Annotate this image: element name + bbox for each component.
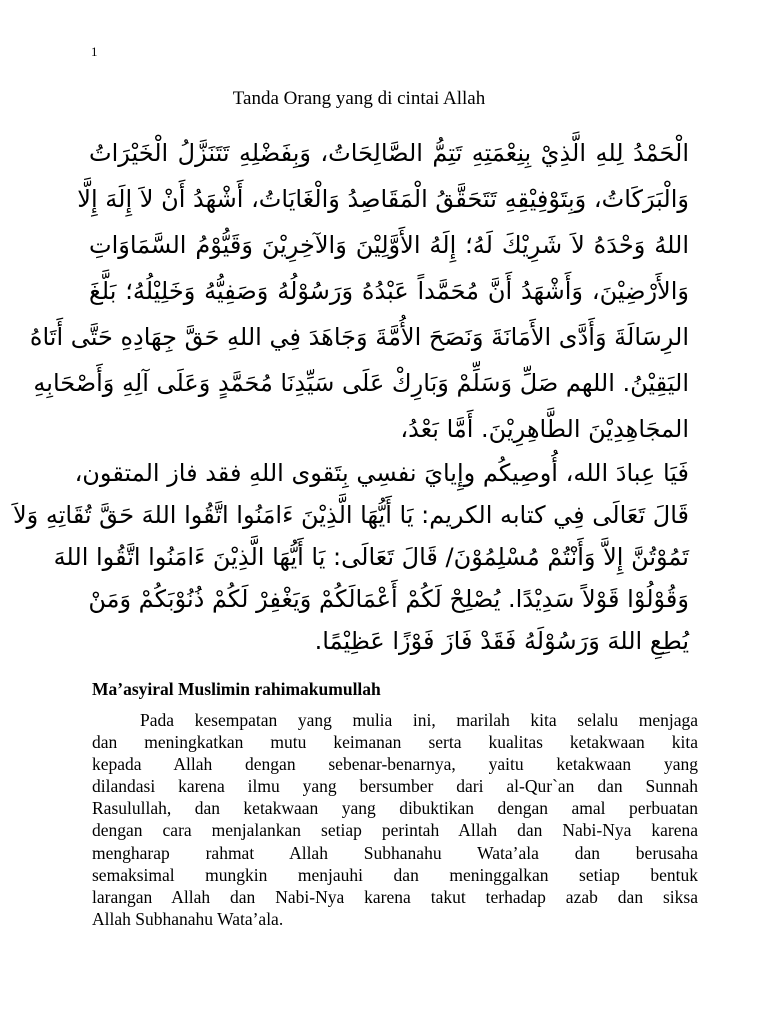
document-title: Tanda Orang yang di cintai Allah: [232, 88, 486, 109]
paragraph-line: Allah Subhanahu Wata’ala.: [92, 908, 284, 929]
paragraph-line: dan meningkatkan mutu keimanan serta kualitas ketakwaan kita: [92, 732, 698, 753]
section-heading: Ma’asyiral Muslimin rahimakumullah: [92, 679, 381, 699]
arabic-wasiat-line: فَيَا عِبادَ الله، أُوصِيكُم وإِيايَ نفسِي بِتَقوى اللهِ فقد فاز المتقون،: [74, 459, 689, 487]
arabic-wasiat-line: قَالَ تَعَالَى فِي كتابه الكريم: يَا أَيُّهَا الَّذِيْنَ ءَامَنُوا اتَّقُوا اللهَ حَقَّ تُقَاتِهِ وَلاَ: [12, 501, 689, 529]
body-paragraph: [92, 709, 698, 930]
paragraph-line: Pada kesempatan yang mulia ini, marilah kita selalu menjaga: [140, 710, 698, 730]
paragraph-line: dilandasi karena ilmu yang bersumber dari al-Qur`an dan Sunnah: [92, 776, 698, 797]
paragraph-line: mengharap rahmat Allah Subhanahu Wata’ala dan berusaha: [92, 842, 698, 863]
arabic-opening-block: [29, 130, 689, 452]
arabic-opening-line: اللهُ وَحْدَهُ لاَ شَرِيْكَ لَهُ؛ إِلَهُ الأَوَّلِيْنَ وَالآخِرِيْنَ وَقَيُّوْمُ السَّمَاوَاتِ: [89, 231, 689, 259]
paragraph-line: dengan cara menjalankan setiap perintah Allah dan Nabi-Nya karena: [92, 820, 698, 841]
arabic-opening-line: المجَاهِدِيْنَ الطَّاهِرِيْنَ. أَمَّا بَعْدُ،: [400, 415, 689, 443]
paragraph-line: kepada Allah dengan sebenar-benarnya, yaitu ketakwaan yang: [92, 754, 698, 775]
page-number: 1: [91, 44, 98, 59]
arabic-wasiat-block: [12, 452, 689, 662]
arabic-opening-line: الْحَمْدُ لِلهِ الَّذِيْ بِنِعْمَتِهِ تَتِمُّ الصَّالِحَاتُ، وَبِفَضْلِهِ تَتَنَزَّلُ الْخَيْرَاتُ: [89, 139, 689, 167]
arabic-opening-line: اليَقِيْنُ. اللهم صَلِّ وَسَلِّمْ وَبَارِكْ عَلَى سَيِّدِنَا مُحَمَّدٍ وَعَلَى آلِهِ وَأَصْحَابِهِ: [33, 369, 689, 397]
paragraph-line: larangan Allah dan Nabi-Nya karena takut terhadap azab dan siksa: [92, 886, 698, 907]
arabic-wasiat-line: يُطِعِ اللهَ وَرَسُوْلَهُ فَقَدْ فَازَ فَوْزًا عَظِيْمًا.: [314, 627, 689, 655]
arabic-wasiat-line: تَمُوْتُنَّ إِلاَّ وَأَنْتُمْ مُسْلِمُوْنَ/ قَالَ تَعَالَى: يَا أَيُّهَا الَّذِيْنَ ءَامَنُوا اتَّقُوا اللهَ: [53, 543, 689, 571]
paragraph-line: Rasulullah, dan ketakwaan yang dibuktikan dengan amal perbuatan: [92, 798, 698, 819]
arabic-opening-line: وَالأَرْضِيْنَ، وَأَشْهَدُ أَنَّ مُحَمَّداً عَبْدُهُ وَرَسُوْلُهُ وَصَفِيُّهُ وَخَلِيْلُهُ؛ بَلَّغَ: [89, 277, 689, 305]
paragraph-line: semaksimal mungkin menjauhi dan meninggalkan setiap bentuk: [92, 864, 698, 885]
arabic-opening-line: وَالْبَرَكَاتُ، وَبِتَوْفِيْقِهِ تَتَحَقَّقُ الْمَقَاصِدُ وَالْغَايَاتُ، أَشْهَدُ أَنْ لاَ إِلَهَ إِلَّا: [77, 185, 689, 213]
arabic-opening-line: الرِسَالَةَ وَأَدَّى الأَمَانَةَ وَنَصَحَ الأُمَّةَ وَجَاهَدَ فِي اللهِ حَقَّ جِهَادِهِ حَتَّى أَتَاهُ: [29, 323, 689, 351]
arabic-wasiat-line: وَقُوْلُوْا قَوْلاً سَدِيْدًا. يُصْلِحْ لَكُمْ أَعْمَالَكُمْ وَيَغْفِرْ لَكُمْ ذُنُوْبَكُمْ وَمَنْ: [88, 585, 689, 613]
